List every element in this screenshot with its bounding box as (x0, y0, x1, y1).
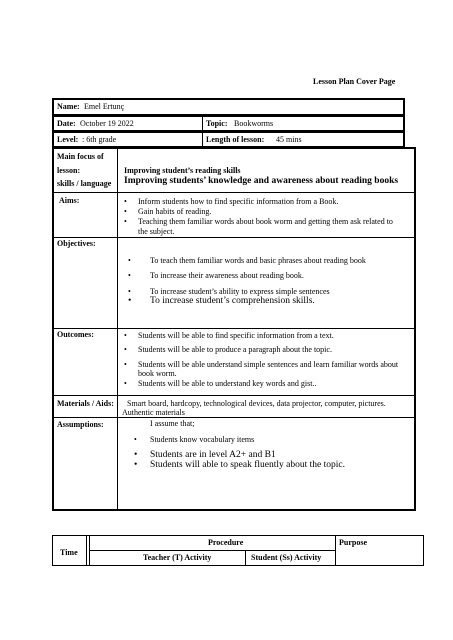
assumptions-item-text: Students know vocabulary items (150, 435, 255, 444)
date-topic-row (52, 115, 405, 132)
focus-label-line3: skills / language (57, 179, 112, 188)
name-value: Emel Ertunç (84, 102, 125, 111)
name-label: Name: (57, 102, 80, 111)
objectives-item-text: To increase their awareness about reading book. (150, 271, 304, 280)
focus-line1: Improving student’s reading skills (124, 166, 241, 175)
assumptions-item-text: Students are in level A2+ and B1 (150, 450, 276, 460)
divider (202, 115, 204, 132)
materials-line2: Authentic materials (122, 408, 185, 417)
assumptions-label: Assumptions: (57, 420, 104, 429)
bullet: • (124, 197, 127, 206)
aims-item-continuation: the subject. (138, 227, 175, 236)
date-value: October 19 2022 (80, 119, 134, 128)
outcomes-item-text: Students will be able to find specific information from a text. (138, 331, 334, 340)
objectives-label: Objectives: (57, 239, 96, 248)
bullet: • (124, 345, 127, 354)
aims-item-text: Teaching them familiar words about book worm and getting them ask related to (138, 217, 393, 226)
length-value: 45 mins (276, 135, 302, 144)
procedure-header: Procedure (208, 538, 244, 547)
teacher-activity-header: Teacher (T) Activity (143, 553, 212, 562)
assumptions-item-text: Students will able to speak fluently about the topic. (150, 460, 345, 470)
label-column-divider (117, 149, 119, 511)
row-divider (54, 192, 416, 193)
objectives-item-text: To teach them familiar words and basic phrases about reading book (150, 256, 366, 265)
bullet: • (124, 217, 127, 226)
level-value: : 6th grade (82, 135, 117, 144)
bullet: • (134, 460, 138, 470)
bullet: • (128, 287, 131, 296)
materials-line1: Smart board, hardcopy, technological devices, data projector, computer, pictures. (127, 399, 386, 408)
bullet: • (124, 360, 127, 369)
length-label: Length of lesson: (206, 135, 265, 144)
outcomes-item-text: Students will be able to understand key words and gist.. (138, 379, 317, 388)
row-divider (54, 328, 416, 329)
bullet: • (128, 256, 131, 265)
objectives-item-text: To increase student’s ability to express simple sentences (150, 287, 330, 296)
level-label: Level: (57, 135, 79, 144)
purpose-header: Purpose (339, 538, 367, 547)
outcomes-label: Outcomes: (57, 330, 94, 339)
focus-label-line1: Main focus of (57, 152, 104, 161)
col-divider (335, 536, 337, 565)
bullet: • (124, 379, 127, 388)
time-header: Time (60, 548, 78, 557)
bullet: • (124, 331, 127, 340)
aims-item-text: Gain habits of reading. (138, 207, 212, 216)
objectives-item-text: To increase student’s comprehension skills. (150, 296, 315, 306)
row-divider (54, 417, 416, 418)
bullet: • (128, 296, 132, 306)
date-label: Date: (57, 119, 76, 128)
focus-label-line2: lesson: (57, 166, 81, 175)
outcomes-item-text: Students will be able to produce a paragraph about the topic. (138, 345, 332, 354)
divider (202, 131, 204, 148)
name-row (52, 98, 405, 116)
bullet: • (134, 435, 137, 444)
bullet: • (128, 271, 131, 280)
row-divider (89, 550, 335, 551)
row-divider (54, 237, 416, 238)
aims-label: Aims: (59, 196, 80, 205)
col-divider (86, 536, 88, 565)
lesson-details-table (52, 147, 416, 511)
bullet: • (134, 450, 138, 460)
bullet: • (124, 207, 127, 216)
col-divider (245, 550, 247, 565)
aims-item-text: Inform students how to find specific information from a Book. (138, 197, 339, 206)
materials-label: Materials / Aids: (57, 399, 114, 408)
procedure-table (52, 535, 424, 566)
topic-value: Bookworms (234, 119, 274, 128)
topic-label: Topic: (206, 119, 228, 128)
outcomes-item-text: Students will be able understand simple sentences and learn familiar words about (138, 360, 399, 369)
assumptions-intro: I assume that; (150, 419, 195, 428)
level-length-row (52, 131, 405, 148)
outcomes-item-continuation: book worm. (138, 369, 177, 378)
page-title: Lesson Plan Cover Page (313, 77, 396, 86)
student-activity-header: Student (Ss) Activity (251, 553, 322, 562)
focus-line2: Improving students’ knowledge and awareness about reading books (124, 176, 399, 186)
row-divider (54, 395, 416, 396)
